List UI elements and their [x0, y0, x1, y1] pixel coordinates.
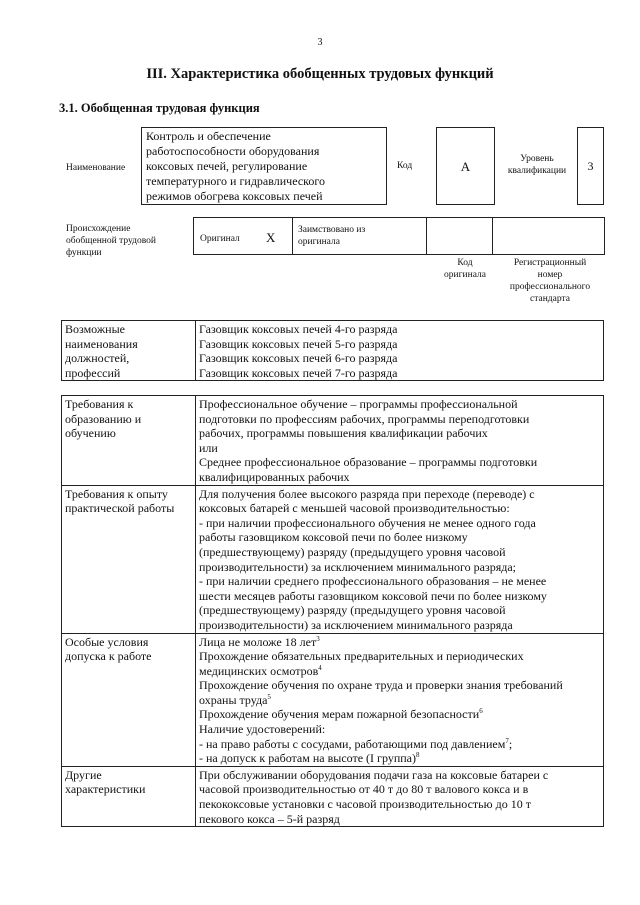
- level-label: Уровень квалификации: [507, 154, 567, 176]
- education-label: Требования к образованию и обучению: [62, 396, 196, 486]
- function-name-line: работоспособности оборудования: [146, 144, 320, 158]
- footnote-ref: 7: [505, 736, 509, 745]
- admission-row: [62, 633, 604, 766]
- other-label: Другие характеристики: [62, 766, 196, 826]
- other-text: При обслуживании оборудования подачи газа на коксовые батареи с часовой производительностью от 40 т до 80 т валового кокса и в пекококсовые установки с часовой производительностью до 10 т пекового кокса – 5-й разряд: [196, 766, 604, 826]
- code-label: Код: [397, 161, 413, 171]
- level-box: [577, 127, 604, 205]
- positions-label: Возможные наименования должностей, профессий: [62, 321, 196, 381]
- experience-row: [62, 485, 604, 633]
- code-original-label: Код оригинала: [444, 258, 486, 280]
- subsection-title: 3.1. Обобщенная трудовая функция: [59, 101, 260, 115]
- divider: [426, 218, 427, 254]
- function-name-line: температурного и гидравлического: [146, 174, 326, 188]
- function-name-line: коксовых печей, регулирование: [146, 159, 308, 173]
- code-value: A: [460, 159, 471, 174]
- code-box: [436, 127, 495, 205]
- section-title: III. Характеристика обобщенных трудовых функций: [146, 66, 494, 82]
- origin-row: [193, 217, 605, 255]
- level-value: 3: [587, 159, 594, 173]
- footnote-ref: 5: [267, 692, 271, 701]
- divider: [492, 218, 493, 254]
- admission-label: Особые условия допуска к работе: [62, 633, 196, 766]
- position-item: Газовщик коксовых печей 7-го разряда: [199, 365, 398, 380]
- other-row: [62, 766, 604, 826]
- admission-text: Лица не моложе 18 лет$^3$ Прохождение обязательных предварительных и периодических медицинских осмотров$^4$ Прохождение обучения по охране труда и проверки знания требований охраны труда$^5$ Прохождение обучения мерам пожарной безопасности$^6$ Наличие удостоверений: - на право работы с сосудами, работающими под давлением$^7$; - на допуск к работам на высоте (I группа)$^8$: [196, 633, 604, 766]
- position-item: Газовщик коксовых печей 5-го разряда: [199, 336, 398, 351]
- original-mark: X: [266, 230, 276, 245]
- original-label: Оригинал: [200, 234, 240, 244]
- divider: [292, 218, 293, 254]
- position-item: Газовщик коксовых печей 4-го разряда: [199, 322, 398, 336]
- footnote-ref: 4: [318, 663, 322, 672]
- education-row: [62, 396, 604, 486]
- origin-label: Происхождение обобщенной трудовой функции: [66, 224, 156, 258]
- borrowed-label: Заимствовано из оригинала: [298, 225, 366, 247]
- requirements-table: [61, 395, 604, 827]
- education-text: Профессиональное обучение – программы профессиональной подготовки по профессиям рабочих, программы переподготовки рабочих, программы повышения квалификации рабочих или Среднее профессиональное образование – программы подготовки квалифицированных рабочих: [196, 396, 604, 486]
- function-name-line: Контроль и обеспечение: [146, 129, 271, 143]
- positions-table: [61, 320, 604, 381]
- function-name-line: режимов обогрева коксовых печей: [146, 189, 323, 203]
- reg-number-label: Регистрационный номер профессионального стандарта: [509, 258, 591, 304]
- footnote-ref: 8: [415, 751, 420, 760]
- experience-text: Для получения более высокого разряда при переходе (переводе) с коксовых батарей с меньшей часовой производительностью: - при наличии профессионального обучения не менее одного года работы газовщиком коксовой печи по более низкому (предшествующему) разряду (предыдущего уровня часовой производительности) за исключением минимального разряда; - при наличии среднего профессионального образования – не менее шести месяцев работы газовщиком коксовой печи по более низкому (предшествующему) разряду (предыдущего уровня часовой производительности) за исключением минимального разряда: [196, 485, 604, 633]
- name-label: Наименование: [66, 163, 126, 173]
- positions-list: [196, 321, 604, 381]
- page-number: 3: [317, 37, 323, 48]
- function-name-box: [141, 127, 387, 205]
- footnote-ref: 3: [316, 634, 320, 643]
- position-item: Газовщик коксовых печей 6-го разряда: [199, 351, 398, 366]
- footnote-ref: 6: [479, 707, 483, 716]
- experience-label: Требования к опыту практической работы: [62, 485, 196, 633]
